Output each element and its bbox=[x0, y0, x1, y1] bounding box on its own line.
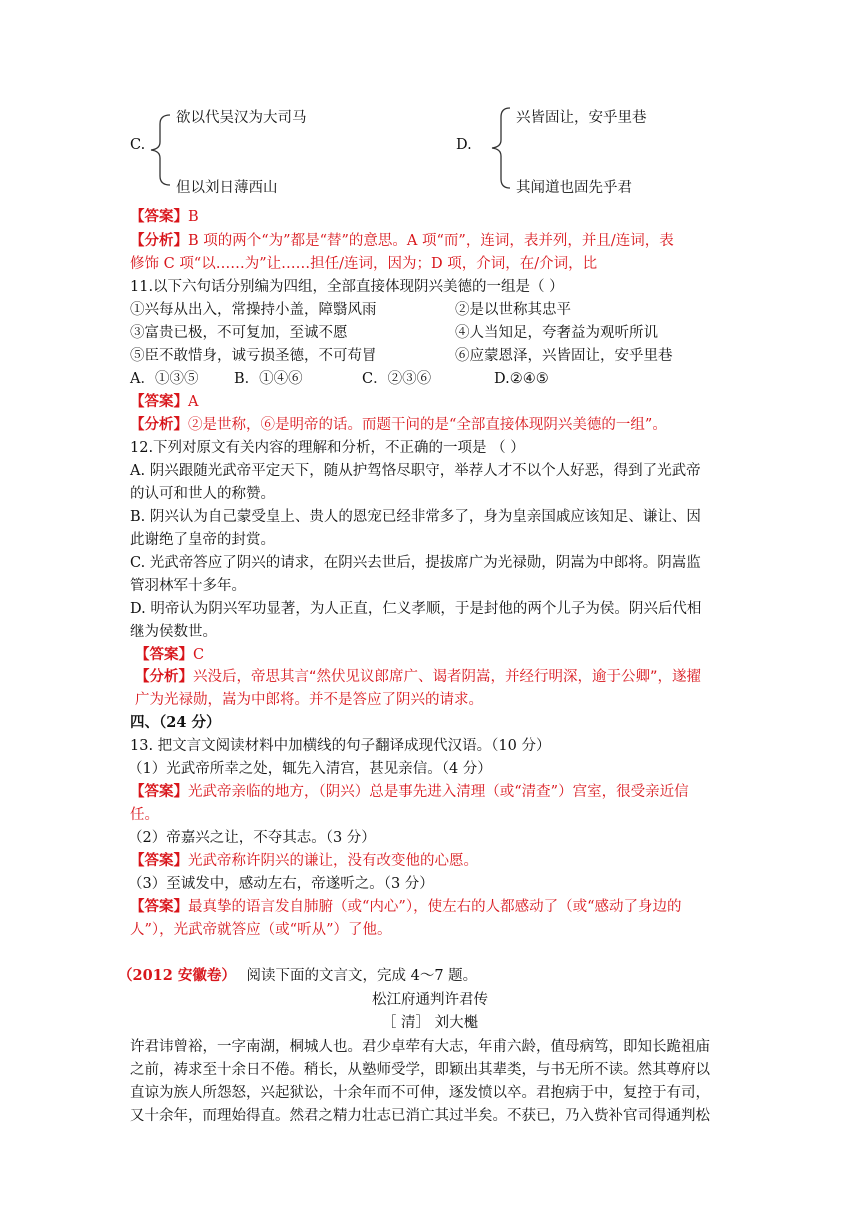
q13-answer2 bbox=[130, 851, 478, 871]
option-d-label: D. bbox=[456, 137, 472, 153]
answer-label: 【答案】 bbox=[130, 208, 188, 225]
passage-title: 松江府通判许君传 bbox=[372, 992, 488, 1008]
q11-option-a: A．①③⑤ bbox=[130, 371, 199, 387]
answer-label: 【答案】 bbox=[130, 783, 188, 800]
q11-analysis bbox=[130, 415, 667, 435]
q11-option-d: D.②④⑤ bbox=[494, 371, 549, 387]
q11-option-c: C．②③⑥ bbox=[362, 371, 432, 387]
q13-answer3-line1: 最真挚的语言发自肺腑（或“内心”），使左右的人都感动了（或“感动了身边的 bbox=[188, 899, 682, 915]
analysis-label: 【分析】 bbox=[130, 232, 188, 249]
passage-instruction: 阅读下面的文言文，完成 4～7 题。 bbox=[246, 968, 478, 984]
q12-answer bbox=[135, 645, 204, 665]
q12-analysis-line2: 广为光禄勋，嵩为中郎将。并不是答应了阴兴的请求。 bbox=[135, 692, 483, 708]
q11-option-b: B．①④⑥ bbox=[234, 371, 303, 387]
q13-answer1 bbox=[130, 782, 689, 802]
q13-part1: （1）光武帝所幸之处，辄先入清宫，甚见亲信。（4 分） bbox=[128, 761, 492, 777]
answer-label: 【答案】 bbox=[135, 646, 193, 663]
q13-part2: （2）帝嘉兴之让，不夺其志。（3 分） bbox=[128, 830, 376, 846]
answer-label: 【答案】 bbox=[130, 852, 188, 869]
q11-answer-value: A bbox=[188, 394, 199, 410]
q11-sentence-3: ③富贵已极，不可复加，至诚不愿 bbox=[130, 325, 348, 341]
passage-source: （2012 安徽卷） bbox=[118, 967, 236, 984]
q10-answer bbox=[130, 207, 199, 227]
q12-option-b-line1: B. 阴兴认为自己蒙受皇上、贵人的恩宠已经非常多了，身为皇亲国戚应该知足、谦让、因 bbox=[130, 509, 701, 525]
q11-stem: 11.以下六句话分别编为四组，全部直接体现阴兴美德的一组是（ ） bbox=[130, 279, 564, 295]
brace-c-icon bbox=[146, 112, 176, 188]
option-c-bottom: 但以刘日薄西山 bbox=[176, 180, 278, 196]
brace-d-icon bbox=[486, 105, 516, 191]
q13-answer3 bbox=[130, 897, 682, 917]
q12-option-d-line2: 继为侯数世。 bbox=[130, 624, 217, 640]
q10-analysis bbox=[130, 231, 674, 251]
analysis-label: 【分析】 bbox=[130, 416, 188, 433]
q13-part3: （3）至诚发中，感动左右，帝遂听之。（3 分） bbox=[128, 876, 434, 892]
q12-analysis-line1: 兴没后，帝思其言“然伏见议郎席广、谒者阴嵩，并经行明深，逾于公卿”，遂擢 bbox=[193, 669, 702, 685]
q11-sentence-4: ④人当知足，夸奢益为观听所讥 bbox=[455, 325, 658, 341]
q10-analysis-line2: 修饰 C 项“以……为”让……担任/连词，因为；D 项，介词，在/介词，比 bbox=[130, 256, 598, 272]
q12-analysis bbox=[135, 667, 701, 687]
passage-line-2: 之前，祷求至十余日不倦。稍长，从塾师受学，即颖出其辈类，与书无所不读。然其尊府以 bbox=[130, 1062, 710, 1078]
answer-label: 【答案】 bbox=[130, 898, 188, 915]
answer-label: 【答案】 bbox=[130, 393, 188, 410]
q12-option-c-line1: C. 光武帝答应了阴兴的请求，在阴兴去世后，提拔席广为光禄勋，阴嵩为中郎将。阴嵩监 bbox=[130, 555, 701, 571]
q11-analysis-text: ②是世称，⑥是明帝的话。而题干问的是“全部直接体现阴兴美德的一组”。 bbox=[188, 417, 667, 433]
q13-stem: 13. 把文言文阅读材料中加横线的句子翻译成现代汉语。（10 分） bbox=[130, 738, 551, 754]
passage-line-1: 许君讳曾裕，一字南湖，桐城人也。君少卓荦有大志，年甫六龄，值母病笃，即知长跪祖庙 bbox=[130, 1039, 710, 1055]
section-four-title: 四、（24 分） bbox=[130, 714, 221, 731]
passage-author: ［ 清］ 刘大櫆 bbox=[381, 1015, 479, 1031]
q12-answer-value: C bbox=[193, 647, 205, 663]
q12-option-a-line2: 的认可和世人的称赞。 bbox=[130, 486, 275, 502]
q13-answer3-line2: 人”），光武帝就答应（或“听从”）了他。 bbox=[130, 922, 392, 938]
analysis-label: 【分析】 bbox=[135, 669, 193, 685]
q12-option-c-line2: 管羽林军十多年。 bbox=[130, 578, 246, 594]
option-d-bottom: 其闻道也固先乎君 bbox=[516, 180, 632, 196]
q10-answer-value: B bbox=[188, 209, 199, 225]
q12-option-a-line1: A. 阴兴跟随光武帝平定天下，随从护驾恪尽职守，举荐人才不以个人好恶，得到了光武帝 bbox=[130, 463, 701, 479]
option-d-top: 兴皆固让，安乎里巷 bbox=[516, 110, 647, 126]
passage-line-4: 又十余年，而理始得直。然君之精力壮志已消亡其过半矣。不获已，乃入赀补官司得通判松 bbox=[130, 1108, 710, 1124]
q11-sentence-1: ①兴每从出入，常操持小盖，障翳风雨 bbox=[130, 302, 377, 318]
q11-sentence-6: ⑥应蒙恩泽，兴皆固让，安乎里巷 bbox=[455, 348, 673, 364]
option-c-top: 欲以代吴汉为大司马 bbox=[176, 110, 307, 126]
q12-option-d-line1: D. 明帝认为阴兴军功显著，为人正直，仁义孝顺，于是封他的两个儿子为侯。阴兴后代相 bbox=[130, 601, 702, 617]
q11-sentence-2: ②是以世称其忠平 bbox=[455, 302, 571, 318]
q12-option-b-line2: 此谢绝了皇帝的封赏。 bbox=[130, 532, 275, 548]
q13-answer1-line2: 任。 bbox=[130, 807, 159, 823]
q11-answer bbox=[130, 392, 198, 412]
q10-analysis-line1: B 项的两个“为”都是“替”的意思。A 项“而”，连词，表并列，并且/连词，表 bbox=[188, 233, 674, 249]
q12-stem: 12.下列对原文有关内容的理解和分析，不正确的一项是 （ ） bbox=[130, 440, 525, 456]
passage-line-3: 直谅为族人所怨怒，兴起狱讼，十余年而不可伸，逐发愤以卒。君抱病于中，复控于有司， bbox=[130, 1085, 710, 1101]
q13-answer1-line1: 光武帝亲临的地方，（阴兴）总是事先进入清理（或“清查”）宫室，很受亲近信 bbox=[188, 784, 689, 800]
option-c-label: C. bbox=[130, 137, 146, 153]
q13-answer2-text: 光武帝称许阴兴的谦让，没有改变他的心愿。 bbox=[188, 853, 478, 869]
q11-sentence-5: ⑤臣不敢惜身，诚亏损圣德，不可苟冒 bbox=[130, 348, 377, 364]
passage-header bbox=[118, 966, 477, 986]
